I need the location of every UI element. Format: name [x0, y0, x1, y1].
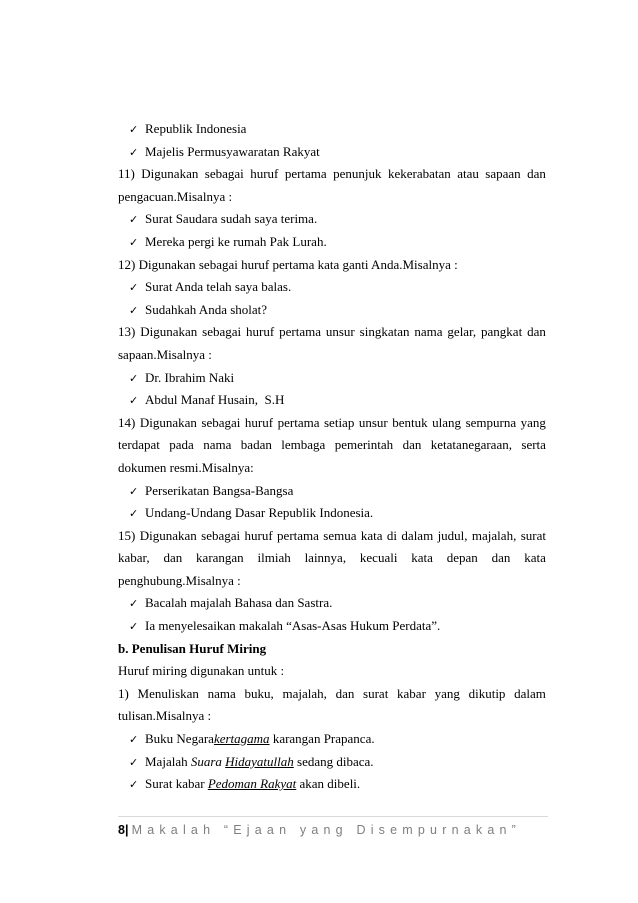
- word: kata: [360, 527, 383, 543]
- checkmark-icon: ✓: [129, 394, 139, 408]
- list-item-text: Republik Indonesia: [145, 121, 247, 136]
- checkmark-icon: ✓: [129, 484, 139, 498]
- text-run: Surat kabar: [145, 776, 208, 792]
- word: di: [386, 527, 398, 543]
- word: huruf: [250, 166, 279, 182]
- list-item-text: Surat Saudara sudah saya terima.: [145, 211, 318, 227]
- footer-divider: [118, 816, 548, 817]
- checkmark-icon: ✓: [129, 371, 139, 385]
- list-item: [118, 276, 546, 299]
- list-item: [118, 480, 546, 503]
- list-item: [118, 118, 546, 141]
- text-run: karangan Prapanca.: [269, 731, 375, 747]
- list-item-text: Bacalah majalah Bahasa dan Sastra.: [145, 595, 333, 611]
- word: kata: [524, 550, 546, 566]
- word: serta: [521, 437, 546, 453]
- word: huruf: [244, 414, 274, 430]
- list-item: [118, 367, 546, 390]
- word: gelar,: [447, 324, 477, 340]
- word: dan: [335, 685, 355, 701]
- word: surat: [363, 685, 389, 701]
- list-item-text: Undang-Undang Dasar Republik Indonesia.: [145, 505, 374, 521]
- word: pertama: [279, 324, 321, 340]
- list-item: [118, 299, 546, 322]
- italic-title: kertagama: [213, 731, 270, 747]
- paragraph-line: [118, 525, 546, 548]
- list-item: [118, 208, 546, 231]
- section-heading: b. Penulisan Huruf Miring: [118, 640, 267, 656]
- word: Digunakan: [141, 166, 199, 182]
- word: 15): [118, 527, 136, 543]
- checkmark-icon: ✓: [129, 733, 139, 747]
- word: lembaga: [281, 437, 326, 453]
- list-item: [118, 141, 546, 164]
- word: sempurna: [465, 414, 517, 430]
- list-item-text: Mereka pergi ke rumah Pak Lurah.: [145, 233, 327, 249]
- paragraph-line: pengacuan.Misalnya :: [118, 188, 233, 204]
- list-item: [118, 502, 546, 525]
- footer-title: Makalah “Ejaan yang Disempurnakan”: [131, 823, 521, 837]
- word: yang: [434, 685, 460, 701]
- text-run: sedang dibaca.: [293, 753, 374, 769]
- word: semua: [323, 527, 357, 543]
- word: atau: [457, 166, 479, 182]
- word: nama: [414, 324, 443, 340]
- word: setiap: [324, 414, 355, 430]
- page-footer: [118, 823, 521, 838]
- word: Digunakan: [140, 324, 198, 340]
- list-item: [118, 615, 546, 638]
- word: pertama: [277, 527, 319, 543]
- checkmark-icon: ✓: [129, 755, 139, 769]
- word: penunjuk: [333, 166, 382, 182]
- word: karangan: [196, 550, 244, 566]
- paragraph-line: [118, 547, 546, 570]
- paragraph-line: sapaan.Misalnya :: [118, 346, 212, 362]
- checkmark-icon: ✓: [129, 213, 139, 227]
- word: 11): [118, 166, 135, 182]
- word: depan: [446, 550, 478, 566]
- italic-title: Suara: [190, 753, 222, 769]
- word: yang: [520, 414, 546, 430]
- paragraph-line: [118, 163, 546, 186]
- italic-title: Pedoman Rakyat: [207, 776, 297, 792]
- word: unsur: [325, 324, 355, 340]
- text-run: akan dibeli.: [296, 776, 361, 792]
- word: dalam: [514, 685, 546, 701]
- word: unsur: [358, 414, 388, 430]
- text-run: Majalah: [145, 753, 191, 769]
- checkmark-icon: ✓: [129, 507, 139, 521]
- list-item-text: Surat Anda telah saya balas.: [145, 279, 292, 295]
- word: buku,: [244, 685, 274, 701]
- word: ilmiah: [257, 550, 291, 566]
- paragraph-line: dokumen resmi.Misalnya:: [118, 459, 254, 475]
- word: ketatanegaraan,: [430, 437, 512, 453]
- word: kabar: [397, 685, 426, 701]
- paragraph-line: 12) Digunakan sebagai huruf pertama kata ganti Anda.Misalnya :: [118, 256, 458, 272]
- word: 14): [118, 414, 136, 430]
- paragraph-line: [118, 412, 546, 435]
- word: Digunakan: [139, 414, 197, 430]
- word: dan: [163, 550, 183, 566]
- paragraph-line: [118, 434, 546, 457]
- word: sebagai: [202, 324, 242, 340]
- paragraph-line: [118, 683, 546, 706]
- list-item-text: Dr. Ibrahim Naki: [145, 369, 235, 385]
- list-item: [118, 389, 546, 412]
- list-item-text: Majelis Permusyawaratan Rakyat: [145, 143, 320, 159]
- checkmark-icon: ✓: [129, 281, 139, 295]
- word: ulang: [432, 414, 462, 430]
- paragraph-line: [118, 321, 546, 344]
- word: majalah,: [282, 685, 327, 701]
- checkmark-icon: ✓: [129, 778, 139, 792]
- paragraph-line: Huruf miring digunakan untuk :: [118, 663, 285, 679]
- word: pemerintah: [334, 437, 394, 453]
- list-item-text: Sudahkah Anda sholat?: [145, 301, 268, 317]
- list-item: [118, 728, 546, 751]
- list-item: [118, 592, 546, 615]
- list-item-text: Abdul Manaf Husain, S.H: [145, 392, 285, 408]
- checkmark-icon: ✓: [129, 620, 139, 634]
- word: judul,: [437, 527, 468, 543]
- word: dalam: [401, 527, 434, 543]
- page-number: 8|: [118, 823, 129, 837]
- list-item: [118, 773, 546, 796]
- word: sebagai: [204, 166, 244, 182]
- word: terdapat: [118, 437, 160, 453]
- word: sapaan: [485, 166, 521, 182]
- word: pertama: [284, 166, 327, 182]
- word: dikutip: [468, 685, 506, 701]
- word: pangkat: [481, 324, 523, 340]
- word: surat: [520, 527, 546, 543]
- word: singkatan: [359, 324, 410, 340]
- text-run: Buku Negara: [145, 731, 214, 747]
- word: dan: [402, 437, 422, 453]
- word: sebagai: [201, 414, 241, 430]
- word: 13): [118, 324, 136, 340]
- page-content: [118, 118, 546, 796]
- word: pertama: [277, 414, 320, 430]
- word: kabar,: [118, 550, 150, 566]
- list-item: [118, 231, 546, 254]
- word: dan: [527, 324, 546, 340]
- checkmark-icon: ✓: [129, 303, 139, 317]
- italic-title: Hidayatullah: [225, 753, 294, 769]
- word: pada: [169, 437, 194, 453]
- checkmark-icon: ✓: [129, 597, 139, 611]
- word: Menuliskan: [137, 685, 199, 701]
- word: lainnya,: [304, 550, 347, 566]
- list-item-text: Ia menyelesaikan makalah “Asas-Asas Hukum Perdata”.: [145, 618, 441, 634]
- word: nama: [203, 437, 232, 453]
- word: kecuali: [359, 550, 398, 566]
- word: dan: [491, 550, 511, 566]
- checkmark-icon: ✓: [129, 145, 139, 159]
- checkmark-icon: ✓: [129, 235, 139, 249]
- paragraph-line: tulisan.Misalnya :: [118, 708, 212, 724]
- word: majalah,: [471, 527, 517, 543]
- word: huruf: [244, 527, 273, 543]
- word: kata: [411, 550, 433, 566]
- word: dan: [527, 166, 546, 182]
- checkmark-icon: ✓: [129, 123, 139, 136]
- list-item-text: Perserikatan Bangsa-Bangsa: [145, 482, 294, 498]
- word: huruf: [246, 324, 275, 340]
- word: badan: [240, 437, 272, 453]
- word: bentuk: [392, 414, 428, 430]
- list-item: [118, 751, 546, 774]
- word: nama: [207, 685, 236, 701]
- word: sebagai: [201, 527, 241, 543]
- word: Digunakan: [139, 527, 197, 543]
- word: 1): [118, 685, 129, 701]
- paragraph-line: penghubung.Misalnya :: [118, 572, 241, 588]
- word: kekerabatan: [387, 166, 451, 182]
